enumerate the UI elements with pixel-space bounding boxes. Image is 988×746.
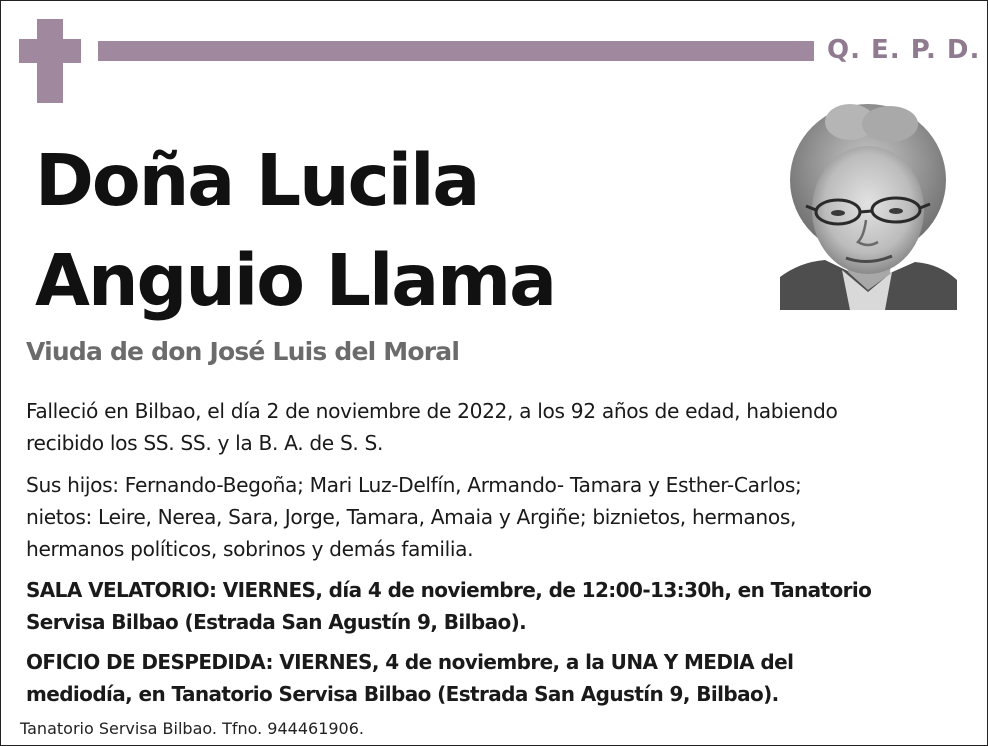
- deceased-name-line1: Doña Lucila: [35, 139, 479, 222]
- rip-label: Q. E. P. D.: [827, 35, 981, 65]
- death-announcement-line2: recibido los SS. SS. y la B. A. de S. S.: [26, 431, 384, 455]
- relation-subtitle: Viuda de don José Luis del Moral: [26, 337, 460, 366]
- wake-info: [26, 574, 971, 638]
- service-info-line2: mediodía, en Tanatorio Servisa Bilbao (Estrada San Agustín 9, Bilbao).: [26, 682, 779, 706]
- death-announcement: [26, 395, 971, 459]
- family-list: [26, 469, 971, 565]
- portrait-image: [780, 102, 957, 310]
- wake-info-line2: Servisa Bilbao (Estrada San Agustín 9, Bilbao).: [26, 610, 527, 634]
- portrait-photo: [780, 102, 957, 310]
- wake-info-line1: SALA VELATORIO: VIERNES, día 4 de noviembre, de 12:00-13:30h, en Tanatorio: [26, 578, 872, 602]
- family-list-line3: hermanos políticos, sobrinos y demás familia.: [26, 537, 474, 561]
- funeral-home-contact: Tanatorio Servisa Bilbao. Tfno. 944461906.: [20, 719, 364, 738]
- service-info: [26, 646, 971, 710]
- service-info-line1: OFICIO DE DESPEDIDA: VIERNES, 4 de noviembre, a la UNA Y MEDIA del: [26, 650, 794, 674]
- family-list-line1: Sus hijos: Fernando-Begoña; Mari Luz-Delfín, Armando- Tamara y Esther-Carlos;: [26, 473, 802, 497]
- cross-icon-bar: [19, 39, 81, 63]
- header-divider-bar: [98, 41, 814, 61]
- deceased-name: [35, 131, 555, 331]
- deceased-name-line2: Anguio Llama: [35, 239, 556, 322]
- death-announcement-line1: Falleció en Bilbao, el día 2 de noviembre de 2022, a los 92 años de edad, habiendo: [26, 399, 838, 423]
- family-list-line2: nietos: Leire, Nerea, Sara, Jorge, Tamara, Amaia y Argiñe; biznietos, hermanos,: [26, 505, 797, 529]
